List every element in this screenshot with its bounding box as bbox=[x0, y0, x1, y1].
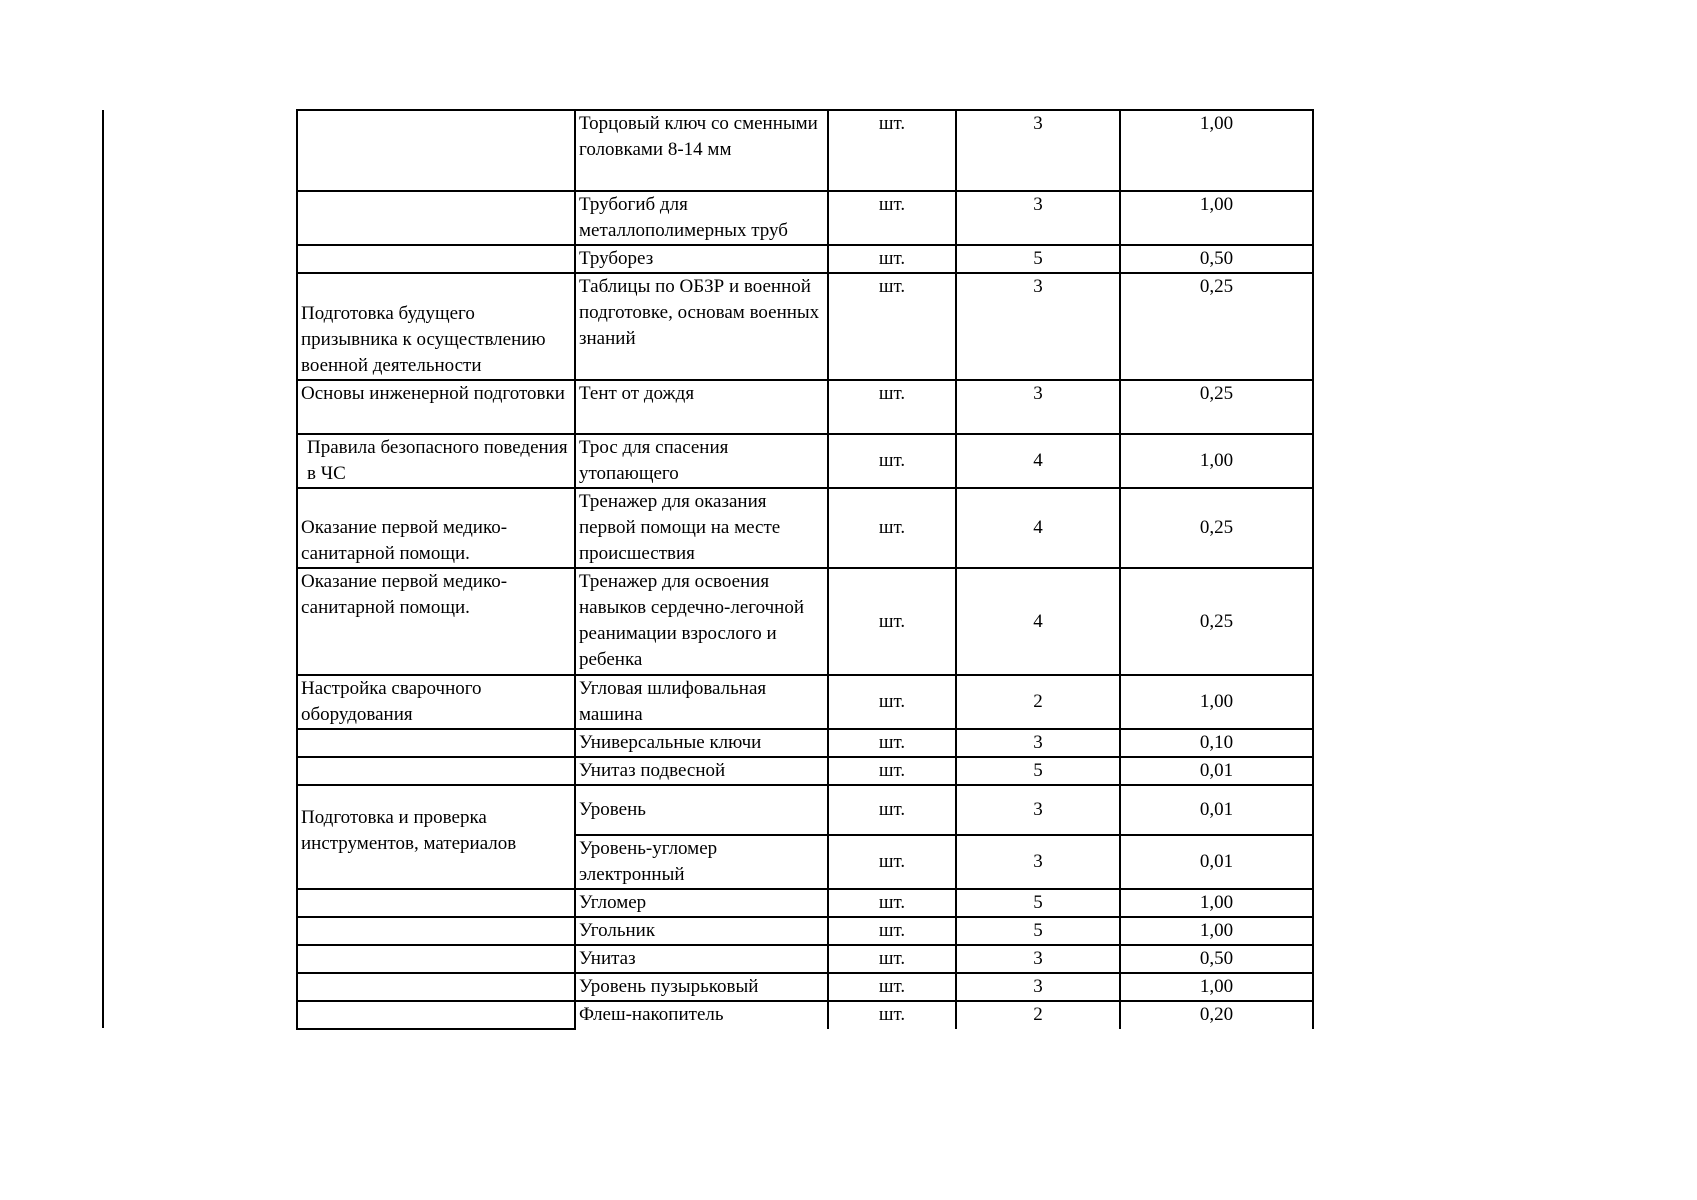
unit-cell: шт. bbox=[828, 757, 956, 785]
qty-cell: 3 bbox=[956, 110, 1120, 191]
qty-cell: 5 bbox=[956, 889, 1120, 917]
unit-cell: шт. bbox=[828, 889, 956, 917]
table-row bbox=[297, 945, 1313, 973]
unit-cell: шт. bbox=[828, 273, 956, 380]
table-row bbox=[297, 568, 1313, 675]
coef-cell: 0,20 bbox=[1120, 1001, 1313, 1029]
item-cell: Тренажер для оказания первой помощи на месте происшествия bbox=[575, 488, 828, 568]
item-cell: Универсальные ключи bbox=[575, 729, 828, 757]
coef-cell: 0,25 bbox=[1120, 273, 1313, 380]
coef-cell: 1,00 bbox=[1120, 675, 1313, 729]
item-cell: Угловая шлифовальная машина bbox=[575, 675, 828, 729]
qty-cell: 5 bbox=[956, 757, 1120, 785]
table-row bbox=[297, 757, 1313, 785]
qty-cell: 3 bbox=[956, 729, 1120, 757]
qty-cell: 3 bbox=[956, 380, 1120, 434]
item-cell: Уровень пузырьковый bbox=[575, 973, 828, 1001]
unit-cell: шт. bbox=[828, 568, 956, 675]
item-cell: Таблицы по ОБЗР и военной подготовке, основам военных знаний bbox=[575, 273, 828, 380]
table-row bbox=[297, 1001, 1313, 1029]
coef-cell: 1,00 bbox=[1120, 191, 1313, 245]
section-cell bbox=[297, 110, 575, 191]
section-cell bbox=[297, 945, 575, 973]
qty-cell: 5 bbox=[956, 917, 1120, 945]
unit-cell: шт. bbox=[828, 973, 956, 1001]
qty-cell: 2 bbox=[956, 1001, 1120, 1029]
table-row bbox=[297, 380, 1313, 434]
item-cell: Флеш-накопитель bbox=[575, 1001, 828, 1029]
table-row bbox=[297, 729, 1313, 757]
table-row bbox=[297, 785, 1313, 835]
table-row bbox=[297, 434, 1313, 488]
table-row bbox=[297, 110, 1313, 191]
section-cell: Настройка сварочного оборудования bbox=[297, 675, 575, 729]
item-cell: Уровень bbox=[575, 785, 828, 835]
equipment-table bbox=[296, 109, 1314, 1030]
section-cell bbox=[297, 917, 575, 945]
qty-cell: 2 bbox=[956, 675, 1120, 729]
qty-cell: 4 bbox=[956, 568, 1120, 675]
qty-cell: 3 bbox=[956, 945, 1120, 973]
unit-cell: шт. bbox=[828, 945, 956, 973]
unit-cell: шт. bbox=[828, 110, 956, 191]
page-margin-line bbox=[102, 110, 104, 1028]
section-cell: Подготовка и проверка инструментов, материалов bbox=[297, 785, 575, 889]
item-cell: Тент от дождя bbox=[575, 380, 828, 434]
table-row bbox=[297, 917, 1313, 945]
unit-cell: шт. bbox=[828, 434, 956, 488]
item-cell: Трубогиб для металлополимерных труб bbox=[575, 191, 828, 245]
unit-cell: шт. bbox=[828, 835, 956, 889]
item-cell: Унитаз bbox=[575, 945, 828, 973]
table-row bbox=[297, 889, 1313, 917]
section-cell bbox=[297, 757, 575, 785]
coef-cell: 0,01 bbox=[1120, 785, 1313, 835]
item-cell: Унитаз подвесной bbox=[575, 757, 828, 785]
qty-cell: 3 bbox=[956, 835, 1120, 889]
item-cell: Угломер bbox=[575, 889, 828, 917]
unit-cell: шт. bbox=[828, 729, 956, 757]
item-cell: Уровень-угломер электронный bbox=[575, 835, 828, 889]
coef-cell: 1,00 bbox=[1120, 973, 1313, 1001]
table-row bbox=[297, 273, 1313, 380]
table-row bbox=[297, 675, 1313, 729]
coef-cell: 0,10 bbox=[1120, 729, 1313, 757]
qty-cell: 5 bbox=[956, 245, 1120, 273]
unit-cell: шт. bbox=[828, 380, 956, 434]
unit-cell: шт. bbox=[828, 1001, 956, 1029]
section-cell: Оказание первой медико-санитарной помощи. bbox=[297, 568, 575, 675]
unit-cell: шт. bbox=[828, 785, 956, 835]
coef-cell: 1,00 bbox=[1120, 917, 1313, 945]
section-cell: Основы инженерной подготовки bbox=[297, 380, 575, 434]
table-row bbox=[297, 973, 1313, 1001]
section-cell: Оказание первой медико-санитарной помощи. bbox=[297, 488, 575, 568]
item-cell: Угольник bbox=[575, 917, 828, 945]
qty-cell: 3 bbox=[956, 273, 1120, 380]
unit-cell: шт. bbox=[828, 245, 956, 273]
section-cell: Подготовка будущего призывника к осуществлению военной деятельности bbox=[297, 273, 575, 380]
coef-cell: 0,25 bbox=[1120, 568, 1313, 675]
item-cell: Трос для спасения утопающего bbox=[575, 434, 828, 488]
section-cell bbox=[297, 729, 575, 757]
qty-cell: 4 bbox=[956, 434, 1120, 488]
table-row bbox=[297, 488, 1313, 568]
coef-cell: 0,25 bbox=[1120, 380, 1313, 434]
unit-cell: шт. bbox=[828, 191, 956, 245]
coef-cell: 1,00 bbox=[1120, 889, 1313, 917]
coef-cell: 0,50 bbox=[1120, 945, 1313, 973]
table-row bbox=[297, 191, 1313, 245]
item-cell: Труборез bbox=[575, 245, 828, 273]
coef-cell: 0,01 bbox=[1120, 757, 1313, 785]
section-cell: Правила безопасного поведения в ЧС bbox=[297, 434, 575, 488]
item-cell: Торцовый ключ со сменными головками 8-14 мм bbox=[575, 110, 828, 191]
coef-cell: 0,01 bbox=[1120, 835, 1313, 889]
section-cell bbox=[297, 889, 575, 917]
section-cell bbox=[297, 191, 575, 245]
coef-cell: 1,00 bbox=[1120, 434, 1313, 488]
section-cell bbox=[297, 245, 575, 273]
qty-cell: 4 bbox=[956, 488, 1120, 568]
table-row bbox=[297, 245, 1313, 273]
qty-cell: 3 bbox=[956, 191, 1120, 245]
coef-cell: 1,00 bbox=[1120, 110, 1313, 191]
coef-cell: 0,50 bbox=[1120, 245, 1313, 273]
section-cell bbox=[297, 973, 575, 1001]
qty-cell: 3 bbox=[956, 973, 1120, 1001]
unit-cell: шт. bbox=[828, 675, 956, 729]
section-cell bbox=[297, 1001, 575, 1029]
unit-cell: шт. bbox=[828, 488, 956, 568]
item-cell: Тренажер для освоения навыков сердечно-легочной реанимации взрослого и ребенка bbox=[575, 568, 828, 675]
qty-cell: 3 bbox=[956, 785, 1120, 835]
coef-cell: 0,25 bbox=[1120, 488, 1313, 568]
unit-cell: шт. bbox=[828, 917, 956, 945]
